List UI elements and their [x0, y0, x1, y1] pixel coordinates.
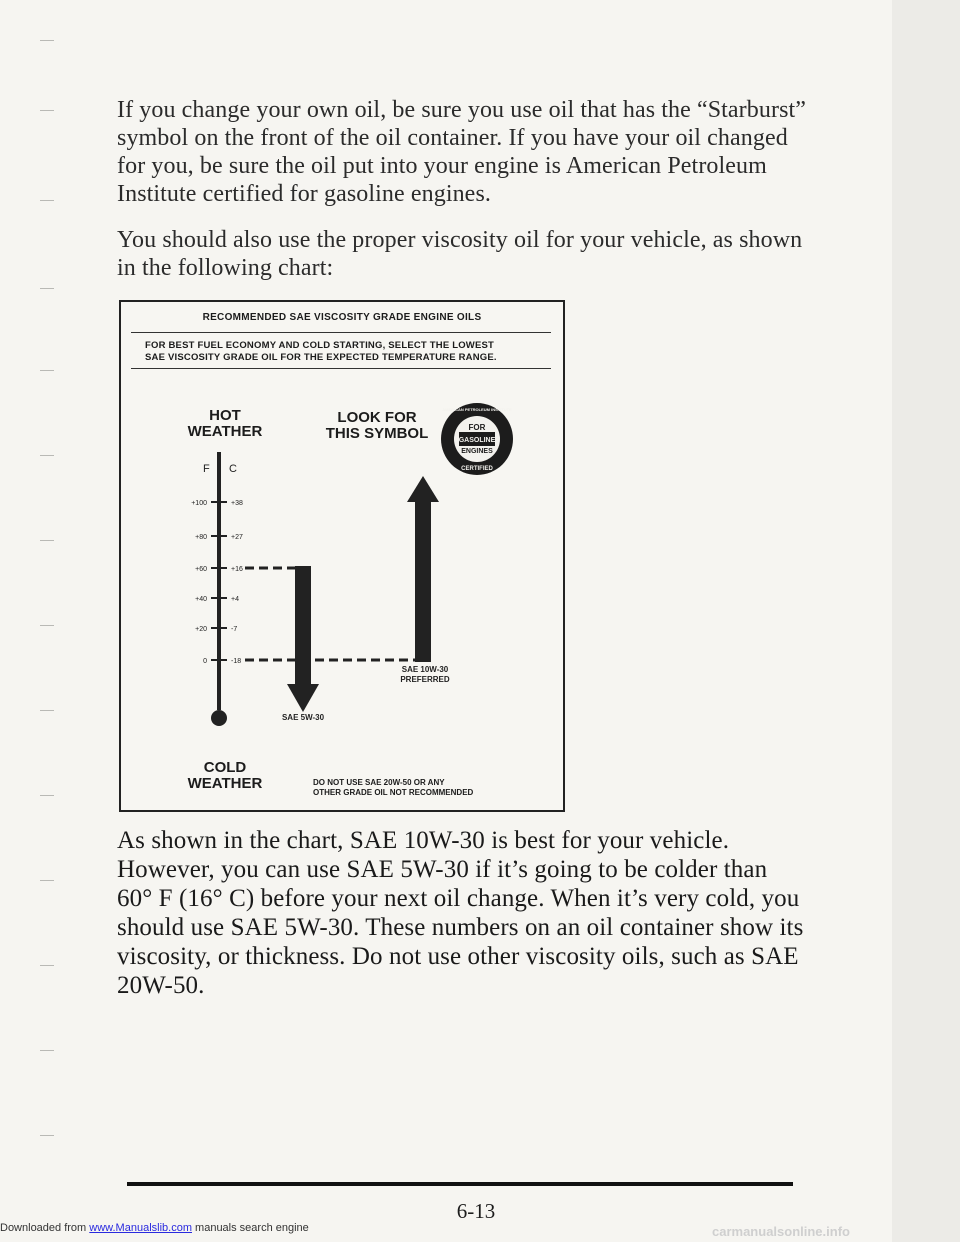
symbol-ring-text: AMERICAN PETROLEUM INSTITUTE [442, 407, 512, 412]
viscosity-chart [119, 300, 565, 812]
margin-tick [40, 288, 54, 289]
scale-c-label: +16 [231, 566, 243, 573]
thermometer-bulb [211, 710, 227, 726]
margin-tick [40, 40, 54, 41]
grade-5w30-label: SAE 5W-30 [281, 713, 325, 722]
paragraph-recommendation: As shown in the chart, SAE 10W-30 is best for your vehicle. However, you can use SAE 5W-30 if it’s going to be colder than 60° F (16° C) before your next oil change. When it’s very cold, you should use SAE 5W-30. These numbers on an oil container show its viscosity, or thickness. Do not use other viscosity oils, such as SAE 20W-50. [117, 827, 804, 999]
symbol-center-3: ENGINES [461, 448, 493, 455]
margin-tick [40, 710, 54, 711]
margin-tick [40, 370, 54, 371]
page-edge [892, 0, 960, 1242]
grade-10w30-label: SAE 10W-30 [401, 665, 449, 674]
look-line1: LOOK FOR [337, 409, 417, 426]
cold-line1: COLD [203, 759, 247, 776]
scale-f-label: +60 [195, 566, 207, 573]
margin-tick [40, 625, 54, 626]
paragraph-starburst: If you change your own oil, be sure you use oil that has the “Starburst” symbol on the front of the oil container. If you have your oil changed for you, be sure the oil put into your engine is American Petroleum Institute certified for gasoline engines. [117, 97, 807, 207]
chart-title: RECOMMENDED SAE VISCOSITY GRADE ENGINE OILS [202, 312, 482, 323]
margin-tick [40, 110, 54, 111]
warning-line2: OTHER GRADE OIL NOT RECOMMENDED [313, 788, 474, 797]
margin-tick [40, 795, 54, 796]
margin-tick [40, 965, 54, 966]
grade-preferred-label: PREFERRED [400, 675, 450, 684]
symbol-center-2: GASOLINE [458, 437, 496, 444]
scale-c-label: +38 [231, 500, 243, 507]
download-prefix: Downloaded from [0, 1222, 90, 1234]
hot-line2: WEATHER [187, 423, 263, 440]
download-suffix: manuals search engine [191, 1222, 309, 1234]
margin-tick [40, 880, 54, 881]
warning-line1: DO NOT USE SAE 20W-50 OR ANY [313, 778, 445, 787]
chart-note-line1: FOR BEST FUEL ECONOMY AND COLD STARTING, SELECT THE LOWEST [145, 340, 495, 351]
scale-c-label: +27 [231, 534, 243, 541]
watermark: carmanualsonline.info [712, 1224, 850, 1239]
cold-line2: WEATHER [187, 775, 263, 792]
look-line2: THIS SYMBOL [325, 425, 429, 442]
sae-10w30-bar [415, 502, 431, 662]
down-arrow-icon [287, 684, 319, 712]
paragraph-viscosity: You should also use the proper viscosity oil for your vehicle, as shown in the following chart: [117, 227, 803, 281]
symbol-center-1: FOR [468, 423, 486, 432]
scale-f-label: +40 [195, 596, 207, 603]
unit-f-label: F [203, 463, 210, 475]
cold-weather-label [185, 760, 265, 792]
scale-f-label: +100 [191, 500, 207, 507]
margin-tick [40, 455, 54, 456]
warning-note [313, 778, 473, 798]
margin-tick [40, 1135, 54, 1136]
scale-c-label: -7 [231, 626, 238, 633]
hot-line1: HOT [209, 407, 241, 424]
sae-5w30-bar [295, 566, 311, 684]
up-arrow-icon [407, 476, 439, 502]
temperature-scale-graphic [121, 302, 567, 814]
scale-c-label: +4 [231, 596, 239, 603]
thermometer-stem [217, 452, 221, 710]
scale-f-label: +20 [195, 626, 207, 633]
margin-tick [40, 200, 54, 201]
footer-rule [127, 1182, 793, 1186]
chart-note-line2: SAE VISCOSITY GRADE OIL FOR THE EXPECTED TEMPERATURE RANGE. [145, 352, 497, 363]
download-credit [0, 1222, 309, 1234]
manualslib-link[interactable]: www.Manualslib.com [89, 1222, 192, 1234]
margin-tick [40, 540, 54, 541]
scale-c-label: -18 [231, 658, 242, 665]
margin-tick [40, 1050, 54, 1051]
scale-f-label: 0 [203, 658, 207, 665]
unit-c-label: C [229, 463, 237, 475]
scale-f-label: +80 [195, 534, 207, 541]
symbol-bottom-text: CERTIFIED [461, 466, 493, 472]
page-number: 6-13 [456, 1199, 496, 1223]
starburst-symbol-icon [441, 403, 513, 475]
